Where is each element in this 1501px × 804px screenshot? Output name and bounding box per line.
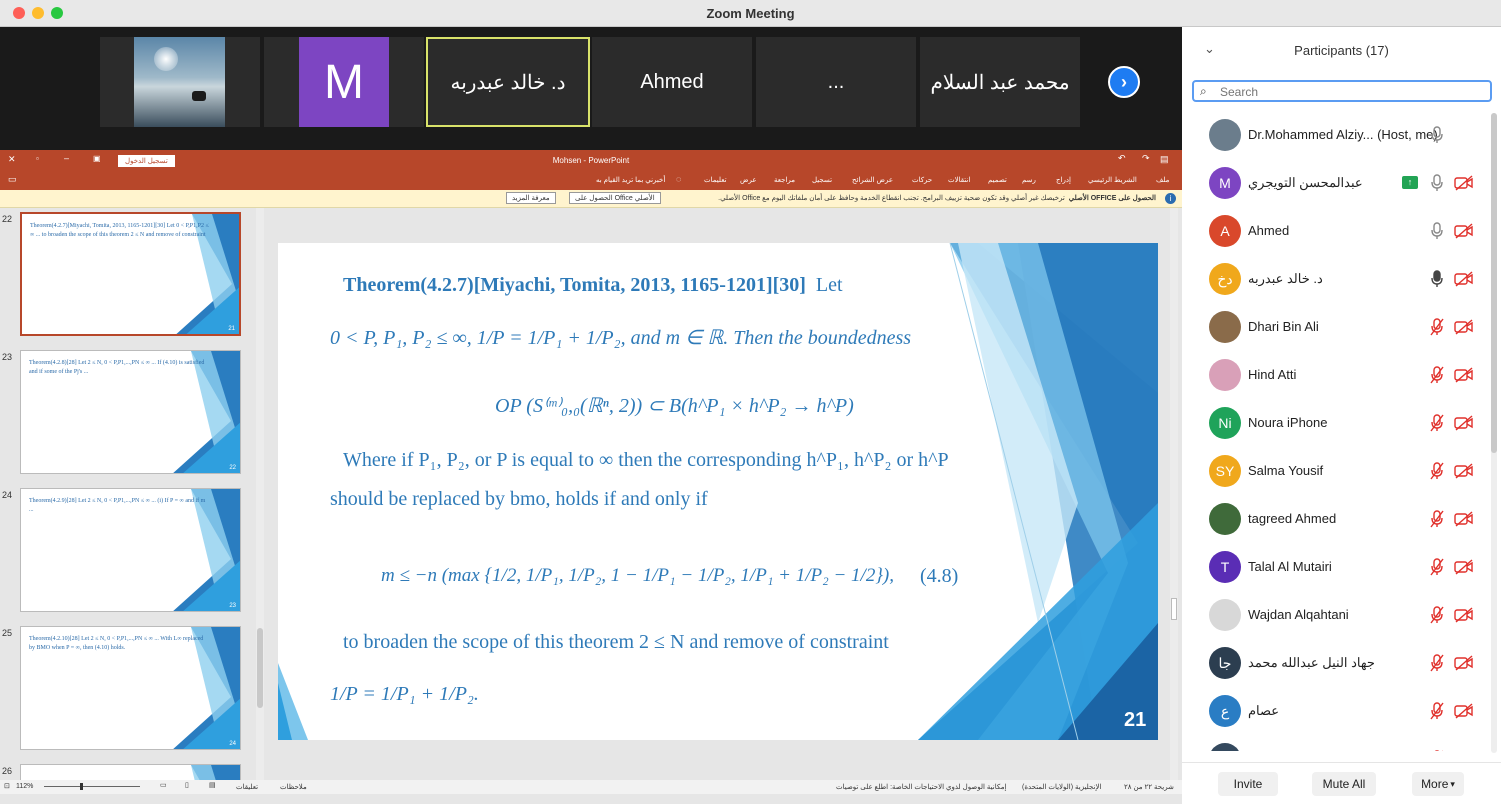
participant-name: جهاد النيل عبدالله محمد — [1248, 655, 1375, 670]
participant-row[interactable] — [1182, 687, 1490, 735]
tile-name: د. خالد عبدربه — [450, 71, 566, 94]
window-title: Zoom Meeting — [706, 6, 795, 21]
video-off-icon[interactable] — [1454, 367, 1474, 383]
slide-thumbnail[interactable] — [20, 764, 241, 780]
thumbnail-page-number: 22 — [229, 465, 236, 471]
zoom-slider[interactable] — [44, 786, 140, 787]
video-tile-ellipsis[interactable] — [756, 37, 916, 127]
ribbon-tab[interactable]: تعليمات — [704, 177, 727, 184]
ribbon-tab[interactable]: حركات — [912, 177, 933, 184]
tile-name: محمد عبد السلام — [930, 71, 1070, 94]
comments-button[interactable]: تعليقات — [236, 784, 259, 791]
thumbnail-text: Theorem(4.2.7)[Miyachi, Tomita, 2013, 1165-1201][30] Let 0 < P,P1,P2 ≤ ∞ ... to broaden the scope of this theorem 2 ≤ N and remove of constraint — [30, 223, 209, 238]
slideshow-view-icon[interactable]: ▭ — [160, 782, 167, 789]
chevron-right-icon: › — [1121, 71, 1127, 92]
participant-row[interactable] — [1182, 735, 1490, 751]
video-off-icon[interactable] — [1454, 655, 1474, 671]
mic-muted-icon[interactable] — [1430, 558, 1444, 576]
get-genuine-office-button[interactable]: الحصول على Office الأصلي — [569, 192, 661, 204]
video-off-icon[interactable] — [1454, 175, 1474, 191]
video-off-icon[interactable] — [1454, 415, 1474, 431]
mic-muted-icon[interactable] — [1430, 750, 1444, 751]
video-off-icon[interactable] — [1454, 319, 1474, 335]
participants-scrollbar[interactable] — [1491, 113, 1497, 753]
avatar — [1209, 503, 1241, 535]
participants-footer — [1182, 762, 1501, 804]
participant-name: عبدالمحسن التويجري — [1248, 175, 1363, 190]
participant-row[interactable] — [1182, 639, 1490, 687]
thumbnail-number: 25 — [2, 628, 13, 638]
video-off-icon[interactable] — [1454, 463, 1474, 479]
accessibility-status[interactable]: إمكانية الوصول لذوي الاحتياجات الخاصة: اطلع على توصيات — [836, 784, 1007, 791]
ribbon-tab[interactable]: عرض الشرائح — [852, 177, 894, 184]
participant-row[interactable] — [1182, 303, 1490, 351]
avatar: جا — [1209, 647, 1241, 679]
avatar — [1209, 119, 1241, 151]
theorem-title: Theorem(4.2.7)[Miyachi, Tomita, 2013, 1165-1201][30] — [343, 274, 806, 296]
participant-name: Dhari Bin Ali — [1248, 319, 1319, 334]
thumbnail-text: Theorem(4.2.8)[28] Let 2 ≤ N, 0 < P,P1,...,PN ≤ ∞ ... If (4.10) is satisfied and if some of the Pj's ... — [29, 360, 205, 375]
participant-search[interactable] — [1192, 80, 1492, 102]
avatar: T — [1209, 551, 1241, 583]
thumbnail-page-number: 21 — [228, 326, 235, 332]
mic-muted-icon[interactable] — [1430, 414, 1444, 432]
participant-name: د. خالد عبدربه — [1248, 271, 1323, 286]
ribbon-tab[interactable]: مراجعة — [774, 177, 796, 184]
thumbnail-number: 23 — [2, 352, 13, 362]
ribbon-tab[interactable]: تسجيل — [812, 177, 833, 184]
theorem-let: Let — [815, 274, 843, 296]
comments-icon[interactable]: ▭ — [8, 174, 17, 184]
video-tile-m[interactable] — [264, 37, 424, 127]
participant-row[interactable] — [1182, 399, 1490, 447]
participant-row[interactable] — [1182, 159, 1490, 207]
avatar — [1209, 311, 1241, 343]
more-button[interactable] — [1412, 772, 1464, 796]
slide-editor — [264, 208, 1182, 780]
participant-row[interactable] — [1182, 207, 1490, 255]
restore-icon[interactable]: ▫ — [36, 154, 39, 163]
thumbnail-page-number: 23 — [229, 603, 236, 609]
participants-header — [1182, 27, 1501, 73]
screen-share-icon: ↑ — [1402, 176, 1418, 189]
participant-row[interactable] — [1182, 495, 1490, 543]
ribbon-tab[interactable]: عرض — [740, 177, 757, 184]
slide-page-number: 21 — [1124, 709, 1147, 731]
participant-name: عصام — [1248, 703, 1280, 718]
mic-icon[interactable] — [1430, 270, 1444, 288]
video-tile-active-speaker[interactable] — [426, 37, 590, 127]
fit-slide-icon[interactable]: ⊡ — [4, 783, 10, 790]
landscape-avatar-image — [134, 37, 225, 127]
video-strip — [0, 27, 1182, 150]
participant-name: Wajdan Alqahtani — [1248, 607, 1349, 622]
participant-name: Dr.Mohammed Alziy... (Host, me) — [1248, 127, 1438, 142]
avatar: SY — [1209, 455, 1241, 487]
ppt-statusbar — [0, 780, 1182, 794]
slide-thumbnails-pane — [0, 208, 256, 780]
participant-list — [1182, 111, 1490, 751]
participant-name: Hind Atti — [1248, 367, 1297, 382]
participant-row[interactable] — [1182, 255, 1490, 303]
next-page-button[interactable] — [1108, 66, 1140, 98]
participant-name: Noura iPhone — [1248, 415, 1328, 430]
minimize-icon[interactable]: – — [64, 153, 70, 163]
participants-title: Participants (17) — [1294, 43, 1389, 58]
mic-muted-icon[interactable] — [1430, 318, 1444, 336]
video-off-icon[interactable] — [1454, 223, 1474, 239]
avatar: دخ — [1209, 263, 1241, 295]
video-off-icon[interactable] — [1454, 271, 1474, 287]
mic-muted-icon[interactable] — [1430, 366, 1444, 384]
mic-muted-icon[interactable] — [1430, 606, 1444, 624]
mute-all-button[interactable]: Mute All — [1312, 772, 1376, 796]
slide-scrollbar[interactable] — [1170, 208, 1178, 780]
participant-row[interactable] — [1182, 447, 1490, 495]
zoom-level[interactable]: 112% — [16, 783, 34, 790]
thumbnail-text: Theorem(4.2.9)[28] Let 2 ≤ N, 0 < P,P1,...,PN ≤ ∞ ... (i) If P = ∞ and if m ... — [29, 498, 206, 513]
tile-initial: M — [299, 37, 389, 127]
video-tile-landscape[interactable] — [100, 37, 260, 127]
ribbon-tab[interactable]: انتقالات — [948, 177, 971, 184]
avatar: ع — [1209, 695, 1241, 727]
participants-panel — [1182, 27, 1501, 804]
participant-name: Talal Al Mutairi — [1248, 559, 1332, 574]
normal-view-icon[interactable]: ▤ — [209, 782, 216, 789]
slide-heading — [343, 274, 843, 297]
slide-thumbnail[interactable] — [20, 212, 241, 336]
slide-formula-2: m ≤ −n (max {1/2, 1/P₁, 1/P₂, 1 − 1/P₁ − 1/P₂, 1/P₁ + 1/P₂ − 1/2}), — [381, 565, 895, 586]
chevron-down-icon: ▾ — [1450, 778, 1455, 789]
ppt-doc-title: Mohsen - PowerPoint — [552, 156, 630, 165]
notice-message: ترخيصك غير أصلي وقد تكون ضحية تزييف البرامج. تجنب انقطاع الخدمة وحافظ على أمان ملفاتك اليوم مع Office الأصلي. — [718, 195, 1065, 202]
language-status: الإنجليزية (الولايات المتحدة) — [1022, 784, 1102, 791]
tile-name: ... — [827, 70, 845, 93]
slide-thumbnail[interactable] — [20, 350, 241, 474]
info-icon: i — [1165, 193, 1176, 204]
slide-line-2: Where if P₁, P₂, or P is equal to ∞ then the corresponding h^P₁, h^P₂ or h^P — [343, 449, 949, 471]
search-input[interactable] — [1220, 84, 1480, 100]
video-off-icon[interactable] — [1454, 607, 1474, 623]
mic-icon[interactable] — [1430, 126, 1444, 144]
current-slide[interactable] — [278, 243, 1158, 740]
ribbon-tab[interactable]: رسم — [1022, 177, 1036, 184]
more-label: More — [1421, 777, 1449, 791]
close-icon[interactable]: ✕ — [8, 154, 16, 164]
participant-name: Salma Yousif — [1248, 463, 1324, 478]
avatar: A — [1209, 215, 1241, 247]
slide-formula-1: OP (S⁽ᵐ⁾₀,₀(ℝⁿ, 2)) ⊂ B(h^P₁ × h^P₂ → h^P) — [495, 395, 854, 417]
learn-more-button[interactable]: معرفة المزيد — [506, 192, 556, 204]
tile-name: Ahmed — [640, 70, 704, 93]
slide-line-3: should be replaced by bmo, holds if and only if — [330, 488, 708, 510]
participant-name: Ahmed — [1248, 223, 1290, 238]
participant-row[interactable] — [1182, 111, 1490, 159]
window-titlebar — [0, 0, 1501, 27]
participant-row[interactable] — [1182, 351, 1490, 399]
notice-title: الحصول على OFFICE الأصلي — [1068, 195, 1156, 202]
ppt-titlebar — [0, 150, 1182, 190]
ribbon-tab[interactable]: ملف — [1156, 177, 1170, 184]
tell-me-field[interactable]: أخبرني بما تريد القيام به — [596, 177, 666, 184]
mic-icon[interactable] — [1430, 174, 1444, 192]
video-off-icon[interactable] — [1454, 559, 1474, 575]
sign-in-button[interactable]: تسجيل الدخول — [118, 155, 175, 167]
mic-muted-icon[interactable] — [1430, 702, 1444, 720]
thumbnail-number: 22 — [2, 214, 13, 224]
ribbon-tab[interactable]: إدراج — [1056, 177, 1071, 184]
avatar: M — [1209, 167, 1241, 199]
thumbnail-page-number: 24 — [229, 741, 236, 747]
redo-icon[interactable]: ↷ — [1142, 153, 1150, 163]
lightbulb-icon: ◌ — [676, 174, 682, 184]
participant-row[interactable] — [1182, 543, 1490, 591]
mic-muted-icon[interactable] — [1430, 654, 1444, 672]
slide-thumbnail[interactable] — [20, 488, 241, 612]
license-notice-bar — [0, 190, 1182, 208]
thumbnail-number: 26 — [2, 766, 13, 776]
slide-line-1: 0 < P, P₁, P₂ ≤ ∞, 1/P = 1/P₁ + 1/P₂, and m ∈ ℝ. Then the boundedness — [330, 327, 912, 349]
participant-row[interactable] — [1182, 591, 1490, 639]
avatar: Ni — [1209, 407, 1241, 439]
video-tile-mohammed[interactable] — [920, 37, 1080, 127]
thumbnail-number: 24 — [2, 490, 13, 500]
avatar — [1209, 599, 1241, 631]
invite-button[interactable]: Invite — [1218, 772, 1278, 796]
save-icon[interactable]: ▤ — [1160, 154, 1169, 164]
thumbnails-scrollbar[interactable] — [256, 208, 264, 780]
ribbon-tab[interactable]: تصميم — [988, 177, 1007, 184]
slide-line-5: 1/P = 1/P₁ + 1/P₂. — [330, 683, 479, 705]
slide-equation-number: (4.8) — [920, 565, 959, 587]
video-off-icon[interactable] — [1454, 511, 1474, 527]
participant-name: tagreed Ahmed — [1248, 511, 1337, 526]
search-icon: ⌕ — [1200, 84, 1207, 98]
mic-icon[interactable] — [1430, 222, 1444, 240]
mic-muted-icon[interactable] — [1430, 462, 1444, 480]
video-off-icon[interactable] — [1454, 703, 1474, 719]
avatar — [1209, 743, 1241, 751]
avatar — [1209, 359, 1241, 391]
ribbon-display-icon[interactable]: ▣ — [93, 154, 101, 163]
chevron-down-icon[interactable]: ⌄ — [1204, 41, 1215, 56]
slide-line-4: to broaden the scope of this theorem 2 ≤ N and remove of constraint — [343, 631, 889, 653]
ribbon-tab[interactable]: الشريط الرئيسي — [1088, 177, 1137, 184]
shared-screen-powerpoint — [0, 150, 1182, 804]
undo-icon[interactable]: ↶ — [1118, 153, 1126, 163]
notice-text — [718, 194, 1156, 202]
mic-muted-icon[interactable] — [1430, 510, 1444, 528]
slide-position: شريحة ٢٢ من ٢٨ — [1124, 784, 1174, 791]
notes-button[interactable]: ملاحظات — [280, 784, 307, 791]
reading-view-icon[interactable]: ▯ — [185, 782, 189, 789]
video-tile-ahmed[interactable] — [592, 37, 752, 127]
slide-thumbnail[interactable] — [20, 626, 241, 750]
thumbnail-text: Theorem(4.2.10)[28] Let 2 ≤ N, 0 < P,P1,...,PN ≤ ∞ ... With L∞ replaced by BMO when P = ∞, then (4.10) holds. — [29, 636, 204, 651]
